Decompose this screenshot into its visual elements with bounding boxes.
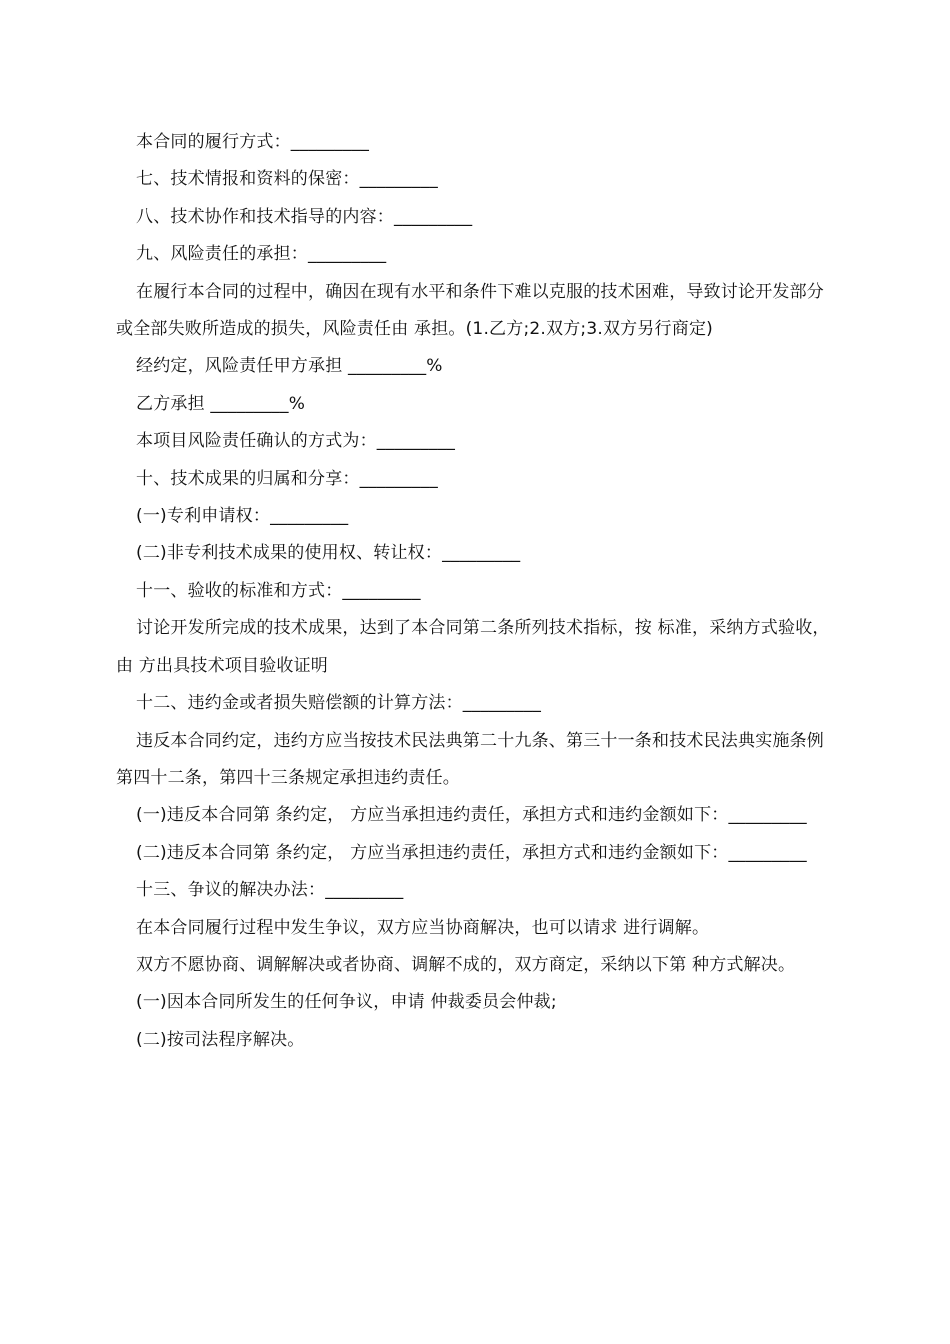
party-a-risk-share: 经约定，风险责任甲方承担 _________% <box>136 356 443 377</box>
acceptance-paragraph: 讨论开发所完成的技术成果，达到了本合同第二条所列技术指标，按 标准，采纳方式验收，由 方出具技术项目验收证明 <box>116 618 830 676</box>
section-13-heading: 十三、争议的解决办法：_________ <box>136 880 404 901</box>
dispute-option-judicial: (二)按司法程序解决。 <box>136 1029 305 1050</box>
patent-application-right: (一)专利申请权：_________ <box>136 506 349 527</box>
risk-responsibility-paragraph: 在履行本合同的过程中，确因在现有水平和条件下难以克服的技术困难，导致讨论开发部分或全部失败所造成的损失，风险责任由 承担。(1.乙方;2.双方;3.双方另行商定) <box>116 281 824 340</box>
section-8-heading: 八、技术协作和技术指导的内容：_________ <box>136 206 473 227</box>
document-body <box>116 124 836 1059</box>
breach-item-1: (一)违反本合同第 条约定， 方应当承担违约责任，承担方式和违约金额如下：_________ <box>136 805 807 826</box>
breach-liability-paragraph: 违反本合同约定，违约方应当按技术民法典第二十九条、第三十一条和技术民法典实施条例第四十二条，第四十三条规定承担违约责任。 <box>116 730 824 788</box>
dispute-mediation-line: 在本合同履行过程中发生争议，双方应当协商解决，也可以请求 进行调解。 <box>136 917 710 938</box>
section-11-heading: 十一、验收的标准和方式：_________ <box>136 580 421 601</box>
section-9-heading: 九、风险责任的承担：_________ <box>136 244 387 265</box>
breach-item-2: (二)违反本合同第 条约定， 方应当承担违约责任，承担方式和违约金额如下：_________ <box>136 842 807 863</box>
party-b-risk-share: 乙方承担 _________% <box>136 393 306 414</box>
contract-line-performance-method: 本合同的履行方式：_________ <box>136 132 370 152</box>
dispute-option-arbitration: (一)因本合同所发生的任何争议，申请 仲裁委员会仲裁; <box>136 992 557 1013</box>
section-12-heading: 十二、违约金或者损失赔偿额的计算方法：_________ <box>136 693 542 714</box>
non-patent-use-transfer-right: (二)非专利技术成果的使用权、转让权：_________ <box>136 543 521 564</box>
dispute-resolution-paragraph: 双方不愿协商、调解解决或者协商、调解不成的，双方商定，采纳以下第 种方式解决。 <box>136 954 796 975</box>
section-7-heading: 七、技术情报和资料的保密：_________ <box>136 169 438 190</box>
risk-confirmation-method: 本项目风险责任确认的方式为：_________ <box>136 431 456 452</box>
section-10-heading: 十、技术成果的归属和分享：_________ <box>136 468 438 489</box>
